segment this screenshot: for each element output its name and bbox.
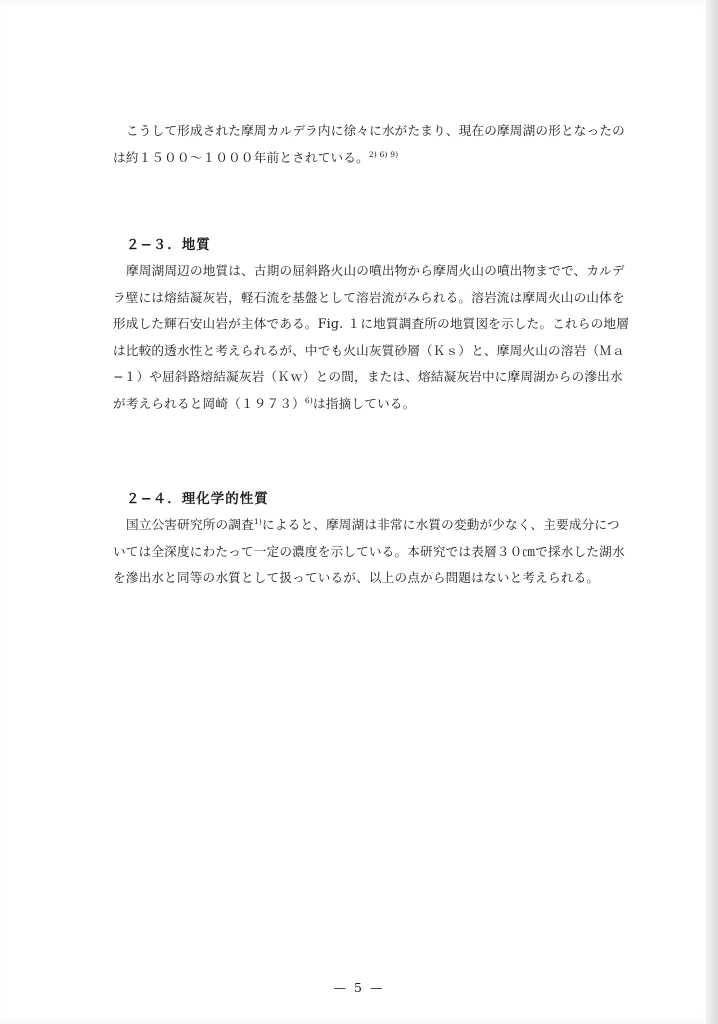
- page-edge-shadow: [706, 0, 718, 1024]
- section-2-3-line-3: 形成した輝石安山岩が主体である。Fig. １に地質調査所の地質図を示した。これらの地層: [113, 316, 629, 331]
- intro-line-2-text: は約１５００〜１０００年前とされている。: [113, 149, 369, 165]
- section-2-3-line-5: −１）や屈斜路熔結凝灰岩（Ｋｗ）との間，または、熔結凝灰岩中に摩周湖からの滲出水: [113, 369, 623, 384]
- section-2-4-reference: 1): [253, 517, 263, 526]
- intro-line-1: こうして形成された摩周カルデラ内に徐々に水がたまり、現在の摩周湖の形となったの: [126, 123, 625, 138]
- section-2-4-heading: ２−４．理化学的性質: [126, 491, 269, 507]
- section-2-4-line-2: いては全深度にわたって一定の濃度を示している。本研究では表層３０㎝で採水した湖水: [113, 543, 625, 559]
- section-2-4-paragraph: [113, 512, 633, 592]
- section-2-3-line-6: [113, 391, 633, 418]
- section-2-3-paragraph: [113, 258, 633, 417]
- section-2-4-line-1-post: によると、摩周湖は非常に水質の変動が少なく、主要成分につ: [262, 517, 620, 532]
- section-2-3-line-4: は比較的透水性と考えられるが、中でも火山灰質砂層（Ｋｓ）と、摩周火山の溶岩（Ｍａ: [113, 342, 625, 358]
- intro-paragraph: [113, 118, 633, 171]
- section-2-3-line-6-post: は指摘している。: [313, 395, 416, 411]
- intro-line-2: [113, 145, 633, 172]
- section-2-3-line-6-pre: が考えられると岡崎（１９７３）: [113, 395, 305, 411]
- section-2-4-line-1: [113, 512, 633, 539]
- intro-references: 2) 6) 9): [368, 149, 399, 159]
- section-2-3-reference: 6): [304, 395, 314, 405]
- section-2-3-line-2: ラ壁には熔結凝灰岩，軽石流を基盤として溶岩流がみられる。溶岩流は摩周火山の山体を: [113, 289, 625, 305]
- section-2-4-line-1-pre: 国立公害研究所の調査: [126, 517, 254, 532]
- section-2-4-line-3: を滲出水と同等の水質として扱っているが、以上の点から問題はないと考えられる。: [113, 570, 600, 585]
- section-2-3-heading: ２−３．地質: [126, 237, 211, 253]
- section-2-3-line-1: 摩周湖周辺の地質は、古期の屈斜路火山の噴出物から摩周火山の噴出物までで、カルデ: [126, 263, 625, 278]
- page-number: — 5 —: [333, 980, 385, 995]
